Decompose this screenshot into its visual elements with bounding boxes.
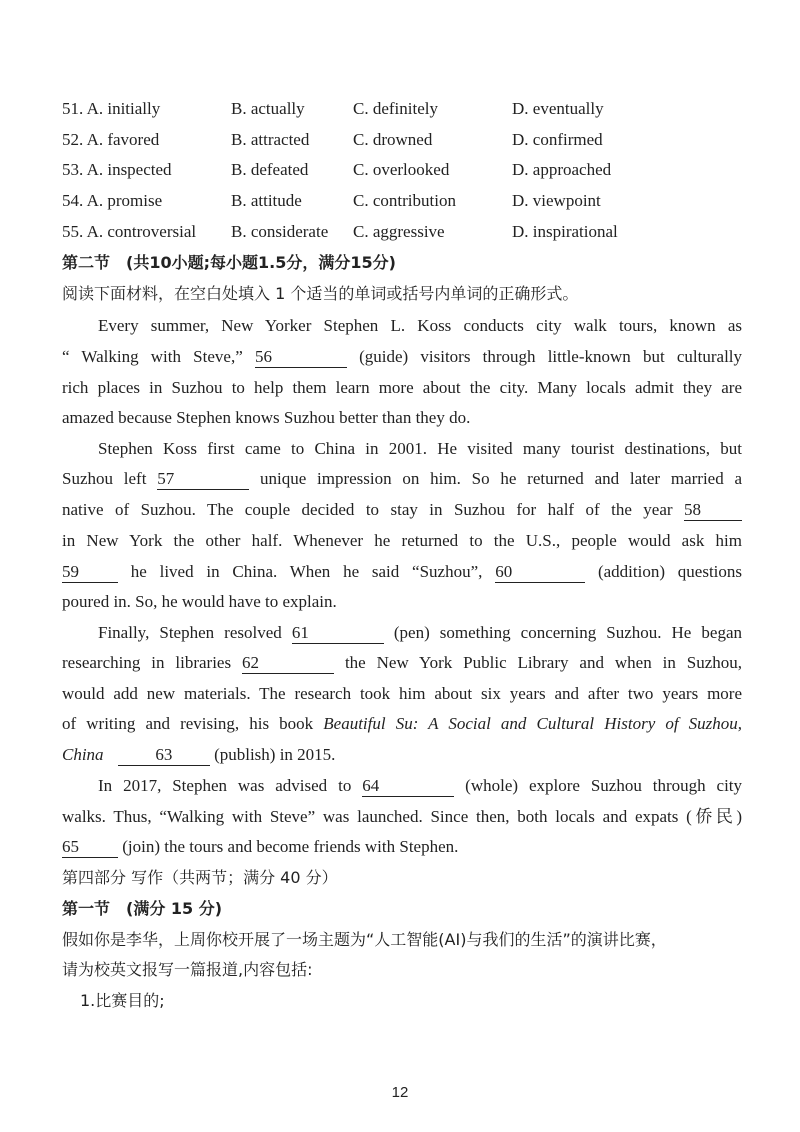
passage-line: of writing and revising, his book Beautiful Su: A Social and Cultural History of Suzhou, [62,714,743,733]
blank-56[interactable]: 56 [255,347,347,368]
page-number: 12 [391,1084,409,1101]
passage-line: “ Walking with Steve,” 56 (guide) visitors through little-known but culturally [62,347,743,366]
option-a: 51. A. initially [62,99,161,118]
option-b: B. defeated [231,160,309,179]
part-4-title: 第四部分 写作（共两节；满分 40 分） [62,868,338,887]
passage-line: 65 (join) the tours and become friends with Stephen. [62,837,459,856]
option-a: 52. A. favored [62,130,160,149]
passage-line: Suzhou left 57 unique impression on him. So he returned and later married a [62,469,743,488]
blank-62[interactable]: 62 [242,653,334,674]
writing-requirement-1: 1.比赛目的; [80,991,165,1010]
option-b: B. attracted [231,130,310,149]
blank-59[interactable]: 59 [62,562,118,583]
book-title-end: China [62,745,104,764]
option-b: B. attitude [231,191,302,210]
writing-section-1-title: 第一节 (满分 15 分) [62,899,223,918]
writing-prompt-line: 请为校英文报写一篇报道,内容包括: [62,960,313,979]
passage-line: Stephen Koss first came to China in 2001. He visited many tourist destinations, but [98,439,742,458]
passage-line: amazed because Stephen knows Suzhou better than they do. [62,408,471,427]
passage-line: In 2017, Stephen was advised to 64 (whole) explore Suzhou through city [98,776,743,795]
option-c: C. aggressive [353,222,445,241]
passage-line: would add new materials. The research took him about six years and after two years more [62,684,742,703]
option-b: B. actually [231,99,305,118]
option-a: 53. A. inspected [62,160,172,179]
blank-60[interactable]: 60 [495,562,585,583]
option-c: C. overlooked [353,160,450,179]
passage-line: walks. Thus, “Walking with Steve” was launched. Since then, both locals and expats (侨民) [62,807,742,826]
passage-line: Finally, Stephen resolved 61 (pen) something concerning Suzhou. He began [98,623,742,642]
blank-65[interactable]: 65 [62,837,118,858]
option-c: C. contribution [353,191,456,210]
book-title: Beautiful Su: A Social and Cultural History of Suzhou, [323,714,743,733]
passage-line: China 63 (publish) in 2015. [62,745,336,764]
blank-58[interactable]: 58 [684,500,742,521]
option-d: D. approached [512,160,612,179]
passage-line: in New York the other half. Whenever he returned to the U.S., people would ask him [62,531,742,550]
option-a: 54. A. promise [62,191,163,210]
passage-line: poured in. So, he would have to explain. [62,592,337,611]
option-b: B. considerate [231,222,329,241]
passage-line: native of Suzhou. The couple decided to stay in Suzhou for half of the year 58 [62,498,742,522]
option-d: D. viewpoint [512,191,601,210]
option-a: 55. A. controversial [62,222,197,241]
option-c: C. definitely [353,99,438,118]
section-2-title: 第二节 (共10小题;每小题1.5分，满分15分) [62,253,396,272]
option-d: D. confirmed [512,130,603,149]
blank-61[interactable]: 61 [292,623,384,644]
blank-63[interactable]: 63 [118,745,210,766]
passage-line: researching in libraries 62 the New York Public Library and when in Suzhou, [62,653,743,672]
blank-57[interactable]: 57 [157,469,249,490]
passage-line: rich places in Suzhou to help them learn more about the city. Many locals admit they are [62,378,742,397]
option-d: D. eventually [512,99,604,118]
option-c: C. drowned [353,130,433,149]
blank-64[interactable]: 64 [362,776,454,797]
writing-prompt-line: 假如你是李华，上周你校开展了一场主题为“人工智能(AI)与我们的生活”的演讲比赛， [62,930,667,949]
passage-line: 59 he lived in China. When he said “Suzhou”, 60 (addition) questions [62,562,743,581]
section-2-instruction: 阅读下面材料，在空白处填入 1 个适当的单词或括号内单词的正确形式。 [62,284,579,303]
passage-line: Every summer, New Yorker Stephen L. Koss conducts city walk tours, known as [98,316,742,335]
option-d: D. inspirational [512,222,618,241]
